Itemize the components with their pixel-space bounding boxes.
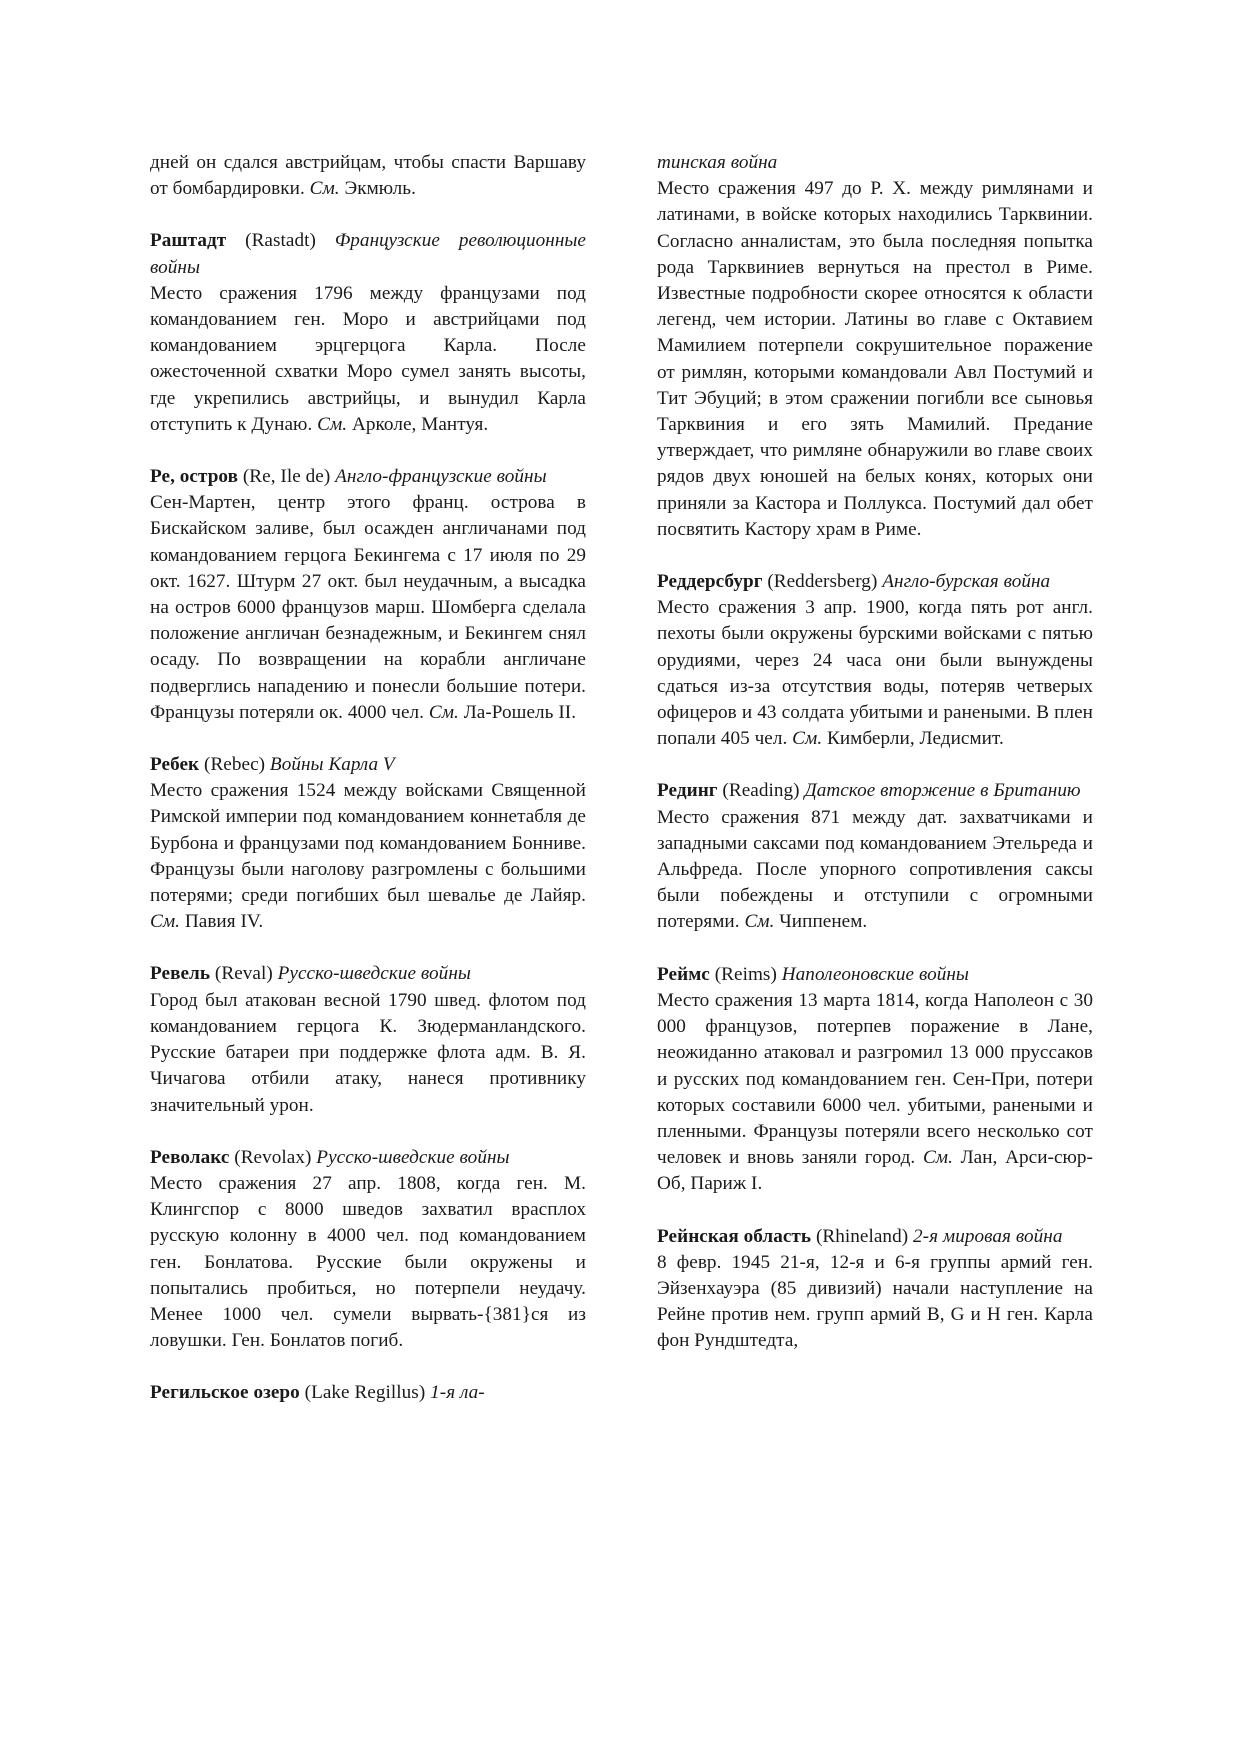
entry-heading [657,150,1093,176]
entry-term: Ре, остров [150,466,238,488]
entry-war: 1-я ла- [430,1382,485,1404]
see-label: См. [922,1147,953,1169]
entry-heading [657,962,1093,988]
entry-term: Ребек [150,754,200,776]
entry-war: тинская война [657,152,778,173]
entry-text: Место сражения 13 марта 1814, когда Наполеон с 30 000 французов, потерпев поражение в Лане, неожиданно атаковал и разгромил 13 000 пруссаков и русских под командованием ген. Сен-При, потери которых составили 6000 чел. убитыми, ранеными и пленными. Французы потеряли всего несколько сот человек и вновь заняли город. [657,989,1093,1169]
entry-heading [657,778,1093,804]
see-label: См. [317,413,348,435]
entry-text: Место сражения 27 апр. 1808, когда ген. М. Клингспор с 8000 шведов захватил врасплох русскую колонну в 4000 чел. под командованием ген. Бонлатова. Русские были окружены и попытались пробиться, но потерпели неудачу. Менее 1000 чел. сумели вырвать-{381}ся из ловушки. Ген. Бонлатов погиб. [150,1172,586,1352]
see-refs: Экмюль. [339,178,416,200]
see-label: См. [428,701,459,723]
entry-term: Ревель [150,963,211,985]
dictionary-entry [657,962,1093,1198]
dictionary-entry [150,464,586,726]
see-refs: Арколе, Мантуя. [347,413,489,435]
dictionary-entry [150,961,586,1118]
entry-original: (Rastadt) [226,230,335,252]
entry-war: Французские революционные войны [150,230,586,278]
entry-heading [657,569,1093,595]
entry-war: Войны Карла V [269,754,395,776]
entry-body [150,1171,586,1354]
entry-body [657,988,1093,1198]
entry-term: Раштадт [150,230,227,252]
see-refs: Лан, Арси-сюр-Об, Париж I. [657,1147,1093,1195]
entry-original: (Re, Ile de) [238,466,336,488]
entry-original: (Reddersberg) [762,571,883,593]
see-refs: Павия IV. [180,911,264,933]
entry-war: 2-я мировая война [913,1225,1063,1247]
entry-heading [150,228,586,280]
see-label: См. [792,728,823,750]
entry-body [657,595,1093,752]
right-column [657,150,1093,1381]
entry-term: Регильское озеро [150,1382,300,1404]
entry-heading [150,1145,586,1171]
entry-body [657,1250,1093,1355]
continuation-entry [150,150,586,202]
entry-body [150,988,586,1119]
dictionary-entry [150,1380,586,1406]
entry-heading [150,961,586,987]
dictionary-entry [657,1224,1093,1355]
entry-text: Место сражения 1796 между французами под командованием ген. Моро и австрийцами под командованием эрцгерцога Карла. После ожесточенной схватки Моро сумел занять высоты, где укрепились австрийцы, и вынудил Карла отступить к Дунаю. [150,282,586,435]
entry-original: (Reading) [717,780,805,802]
entry-war: Наполеоновские войны [781,963,969,985]
see-label: См. [150,911,180,933]
entry-original: (Reims) [709,963,782,985]
entry-war: Датское вторжение в Британию [804,780,1081,802]
see-refs: Чиппенем. [774,911,868,933]
entry-heading [657,1224,1093,1250]
see-label: См. [309,178,340,200]
entry-text: 8 февр. 1945 21-я, 12-я и 6-я группы армий ген. Эйзенхауэра (85 дивизий) начали наступление на Рейне против нем. групп армий B, G и H ген. Карла фон Рундштедта, [657,1251,1093,1352]
entry-body [150,490,586,726]
entry-heading [150,1380,586,1406]
entry-body [657,176,1093,543]
dictionary-entry [657,569,1093,752]
entry-war: Русско-шведские войны [277,963,471,985]
entry-war: Англо-бурская война [882,571,1051,593]
entry-text: Место сражения 1524 между войсками Священной Римской империи под командованием коннетабля де Бурбона и французами под командованием Бонниве. Французы были наголову разгромлены с большими потерями; среди погибших был шевалье де Лайяр. [150,780,586,907]
see-label: См. [744,911,775,933]
entry-original: (Reval) [210,963,278,985]
entry-term: Реймс [657,963,710,985]
see-refs: Ла-Рошель II. [458,701,577,723]
entry-body [150,778,586,935]
entry-text: Место сражения 497 до Р. Х. между римлянами и латинами, в войске которых находились Тарквинии. Согласно анналистам, это была последняя попытка рода Тарквиниев вернуться на престол в Риме. Известные подробности скорее относятся к области легенд, чем истории. Латины во главе с Октавием Мамилием потерпели сокрушительное поражение от римлян, которыми командовали Авл Постумий и Тит Эбуций; в этом сражении погибли все сыновья Тарквиния и его зять Мамилий. Предание утверждает, что римляне обнаружили во главе своих рядов двух юношей на белых конях, которых они приняли за Кастора и Поллукса. Постумий дал обет посвятить Кастору храм в Риме. [657,178,1093,540]
entry-text: дней он сдался австрийцам, чтобы спасти Варшаву от бомбардировки. [150,152,586,200]
entry-text: Место сражения 871 между дат. захватчиками и западными саксами под командованием Этельреда и Альфреда. После упорного сопротивления саксы были побеждены и отступили с огромными потерями. [657,806,1093,933]
entry-war: Англо-французские войны [335,466,547,488]
entry-original: (Rebec) [199,754,270,776]
entry-text: Место сражения 3 апр. 1900, когда пять рот англ. пехоты были окружены бурскими войсками с пятью орудиями, через 24 часа они были вынуждены сдаться из-за отсутствия воды, потеряв четверых офицеров и 43 солдата убитыми и ранеными. В плен попали 405 чел. [657,597,1093,750]
dictionary-entry [150,228,586,438]
entry-original: (Revolax) [229,1146,317,1168]
entry-term: Револакс [150,1146,230,1168]
entry-body [150,281,586,438]
dictionary-entry [150,752,586,935]
entry-war: Русско-шведские войны [316,1146,510,1168]
dictionary-entry [657,778,1093,935]
entry-body [150,150,586,202]
entry-heading [150,464,586,490]
continuation-entry [657,150,1093,543]
entry-text: Сен-Мартен, центр этого франц. острова в Бискайском заливе, был осажден англичанами под командованием герцога Бекингема с 17 июля по 29 окт. 1627. Штурм 27 окт. был неудачным, а высадка на остров 6000 французов марш. Шомберга сделала положение англичан безнадежным, и Бекингем снял осаду. По возвращении на корабли англичане подверглись нападению и понесли большие потери. Французы потеряли ок. 4000 чел. [150,492,586,723]
dictionary-entry [150,1145,586,1355]
entry-heading [150,752,586,778]
entry-term: Реддерсбург [657,571,763,593]
entry-text: Город был атакован весной 1790 швед. флотом под командованием герцога К. Зюдерманландского. Русские батареи при поддержке флота адм. В. Я. Чичагова отбили атаку, нанеся противнику значительный урон. [150,989,586,1116]
entry-original: (Lake Regillus) [299,1382,431,1404]
see-refs: Кимберли, Ледисмит. [822,728,1004,750]
left-column [150,150,586,1433]
entry-term: Рейнская область [657,1225,812,1247]
entry-original: (Rhineland) [811,1225,913,1247]
entry-term: Рединг [657,780,718,802]
entry-body [657,805,1093,936]
